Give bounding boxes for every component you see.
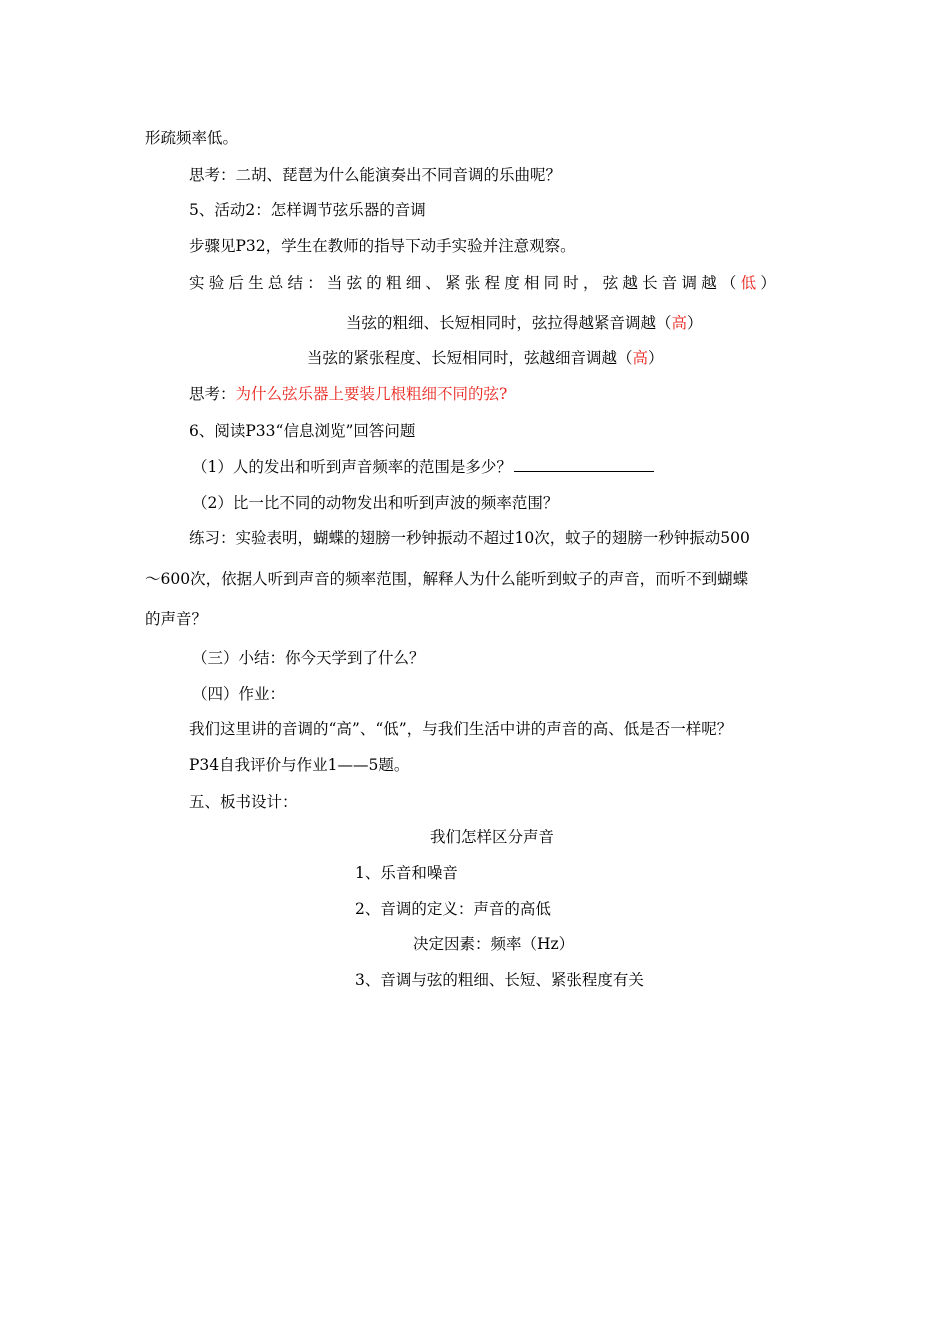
- red-question: 为什么弦乐器上要装几根粗细不同的弦?: [235, 385, 508, 403]
- question-line: （2）比一比不同的动物发出和听到声波的频率范围？: [192, 494, 559, 512]
- answer-high: 高: [671, 314, 688, 332]
- text-line: 形疏频率低。: [145, 129, 239, 147]
- text-line: 步骤见P32，学生在教师的指导下动手实验并注意观察。: [189, 237, 576, 255]
- board-item: 1、乐音和噪音: [355, 864, 458, 882]
- board-item: 决定因素：频率（Hz）: [413, 935, 575, 953]
- activity-heading: 5、活动2：怎样调节弦乐器的音调: [189, 201, 426, 219]
- question-line: 思考：二胡、琵琶为什么能演奏出不同音调的乐曲呢？: [189, 166, 562, 184]
- reading-heading: 6、阅读P33“信息浏览”回答问题: [189, 422, 416, 440]
- conclusion-line: 当弦的紧张程度、长短相同时，弦越细音调越（高）: [307, 349, 664, 367]
- board-item: 3、音调与弦的粗细、长短、紧张程度有关: [355, 971, 644, 989]
- homework-heading: （四）作业：: [192, 685, 286, 703]
- exercise-line: 的声音？: [145, 610, 208, 628]
- answer-low: 低: [740, 274, 761, 292]
- question-line: 思考：为什么弦乐器上要装几根粗细不同的弦?: [189, 385, 508, 403]
- summary-heading: （三）小结：你今天学到了什么？: [192, 649, 425, 667]
- conclusion-line: 实验后生总结：当弦的粗细、紧张程度相同时，弦越长音调越（低）: [189, 274, 781, 292]
- board-item: 2、音调的定义：声音的高低: [355, 900, 551, 918]
- homework-line: 我们这里讲的音调的“高”、“低”，与我们生活中讲的声音的高、低是否一样呢？: [189, 720, 733, 738]
- board-title: 我们怎样区分声音: [430, 828, 555, 846]
- homework-line: P34自我评价与作业1——5题。: [189, 756, 410, 774]
- question-line: （1）人的发出和听到声音频率的范围是多少？: [192, 457, 654, 477]
- answer-blank: [514, 457, 654, 472]
- conclusion-line: 当弦的粗细、长短相同时，弦拉得越紧音调越（高）: [346, 314, 703, 332]
- answer-high: 高: [632, 349, 649, 367]
- exercise-line: ～600次，依据人听到声音的频率范围，解释人为什么能听到蚊子的声音，而听不到蝴蝶: [145, 570, 749, 588]
- exercise-line: 练习：实验表明，蝴蝶的翅膀一秒钟振动不超过10次，蚊子的翅膀一秒钟振动500: [189, 529, 750, 547]
- section-heading: 五、板书设计：: [189, 793, 298, 811]
